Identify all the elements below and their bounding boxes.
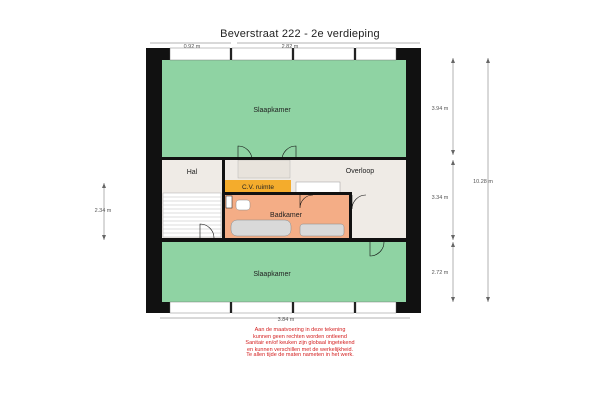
disclaimer xyxy=(0,327,600,353)
window-bottom-left xyxy=(170,302,230,313)
dim-top-left: 0.92 m xyxy=(183,44,201,50)
plan-title: Beverstraat 222 - 2e verdieping xyxy=(220,28,380,40)
dim-bottom: 3.84 m xyxy=(277,317,295,323)
dim-left: 2.34 m xyxy=(94,208,112,214)
dim-right-1: 3.94 m xyxy=(431,106,449,112)
label-landing: Overloop xyxy=(345,168,375,175)
window-bottom-far xyxy=(356,302,396,313)
wall-hall xyxy=(222,160,225,240)
label-cv: C.V. ruimte xyxy=(242,184,274,191)
wall-bath-top xyxy=(225,192,352,195)
dim-right-2: 3.34 m xyxy=(431,195,449,201)
disclaimer-line-3: Sanitair en/of keuken zijn globaal ingetekend xyxy=(245,340,355,346)
dim-right-3: 2.72 m xyxy=(431,270,449,276)
washbasin xyxy=(300,224,344,236)
landing-closet xyxy=(238,160,290,178)
dim-right-total: 10.28 m xyxy=(473,179,493,185)
bathtub xyxy=(231,220,291,236)
cv-boiler xyxy=(226,196,232,208)
wall-bath-right xyxy=(349,192,352,240)
wall-bottom-mid xyxy=(162,238,406,242)
window-top-far xyxy=(356,48,396,60)
toilet xyxy=(236,200,250,210)
window-top-right xyxy=(294,48,354,60)
disclaimer-line-1: Aan de maatvoering in deze tekening xyxy=(254,327,346,333)
disclaimer-measure: Te allen tijde de maten nameten in het werk. xyxy=(246,352,354,358)
label-hall: Hal xyxy=(186,169,198,176)
staircase xyxy=(163,193,221,237)
label-bedroom-top: Slaapkamer xyxy=(253,107,291,114)
window-bottom-right xyxy=(294,302,354,313)
window-bottom-mid xyxy=(232,302,292,313)
dim-top-right: 2.82 m xyxy=(281,44,299,50)
disclaimer-line-2: kunnen geen rechten worden ontleend xyxy=(253,333,347,340)
label-bedroom-bottom: Slaapkamer xyxy=(253,271,291,278)
label-bathroom: Badkamer xyxy=(270,212,302,219)
disclaimer-line-4: en kunnen verschillen met de werkelijkheid. xyxy=(246,346,354,353)
wall-top-mid xyxy=(162,157,406,160)
